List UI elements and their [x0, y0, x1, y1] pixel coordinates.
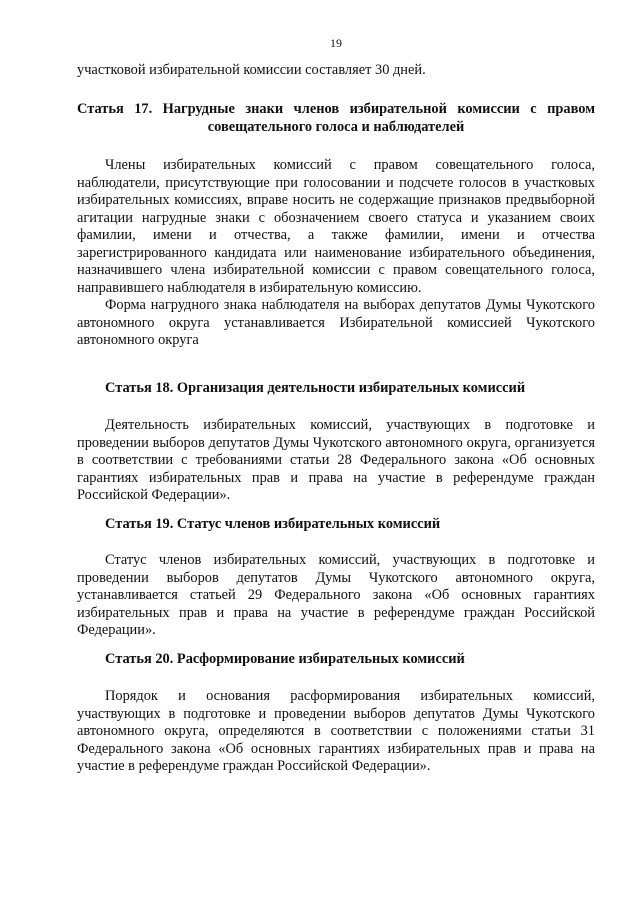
article-20-body	[77, 688, 595, 776]
intro-paragraph: участковой избирательной комиссии составляет 30 дней.	[77, 62, 426, 78]
page-number: 19	[330, 36, 342, 50]
document-page	[77, 0, 595, 905]
article-18-heading: Статья 18. Организация деятельности избирательных комиссий	[105, 380, 526, 396]
article-18-paragraph-1: Деятельность избирательных комиссий, участвующих в подготовке и проведении выборов депутатов Думы Чукотского автономного округа, организуется в соответствии с требованиями статьи 28 Федерального закона «Об основных гарантиях избирательных прав и права на участие в референдуме граждан Российской Федерации».	[77, 417, 595, 503]
article-20-heading: Статья 20. Расформирование избирательных комиссий	[105, 651, 465, 667]
article-17-heading: Статья 17. Нагрудные знаки членов избирательной комиссии с правом совещательного голоса и наблюдателей	[77, 101, 595, 135]
article-19-paragraph-1: Статус членов избирательных комиссий, участвующих в подготовке и проведении выборов депутатов Думы Чукотского автономного округа, устанавливается статьей 29 Федерального закона «Об основных гарантиях избирательных прав и права на участие в референдуме граждан Российской Федерации».	[77, 552, 595, 638]
article-19-heading: Статья 19. Статус членов избирательных комиссий	[105, 516, 441, 532]
article-17-body	[77, 157, 595, 350]
article-20-paragraph-1: Порядок и основания расформирования избирательных комиссий, участвующих в подготовке и проведении выборов депутатов Думы Чукотского автономного округа, определяются в соответствии с положениями статьи 31 Федерального закона «Об основных гарантиях избирательных прав и права на участие в референдуме граждан Российской Федерации».	[77, 688, 595, 774]
article-17-paragraph-1: Члены избирательных комиссий с правом совещательного голоса, наблюдатели, присутствующие при голосовании и подсчете голосов в участковых избирательных комиссиях, вправе носить не содержащие признаков предвыборной агитации нагрудные знаки с обозначением своего статуса и указанием своих фамилии, имени и отчества, а также фамилии, имени и отчества зарегистрированного кандидата или наименование избирательного объединения, назначившего члена избирательной комиссии с правом совещательного голоса, направившего наблюдателя в избирательную комиссию.	[77, 157, 595, 296]
article-19-body	[77, 552, 595, 640]
article-18-body	[77, 417, 595, 505]
article-17-paragraph-2: Форма нагрудного знака наблюдателя на выборах депутатов Думы Чукотского автономного округа устанавливается Избирательной комиссией Чукотского автономного округа	[77, 297, 595, 348]
